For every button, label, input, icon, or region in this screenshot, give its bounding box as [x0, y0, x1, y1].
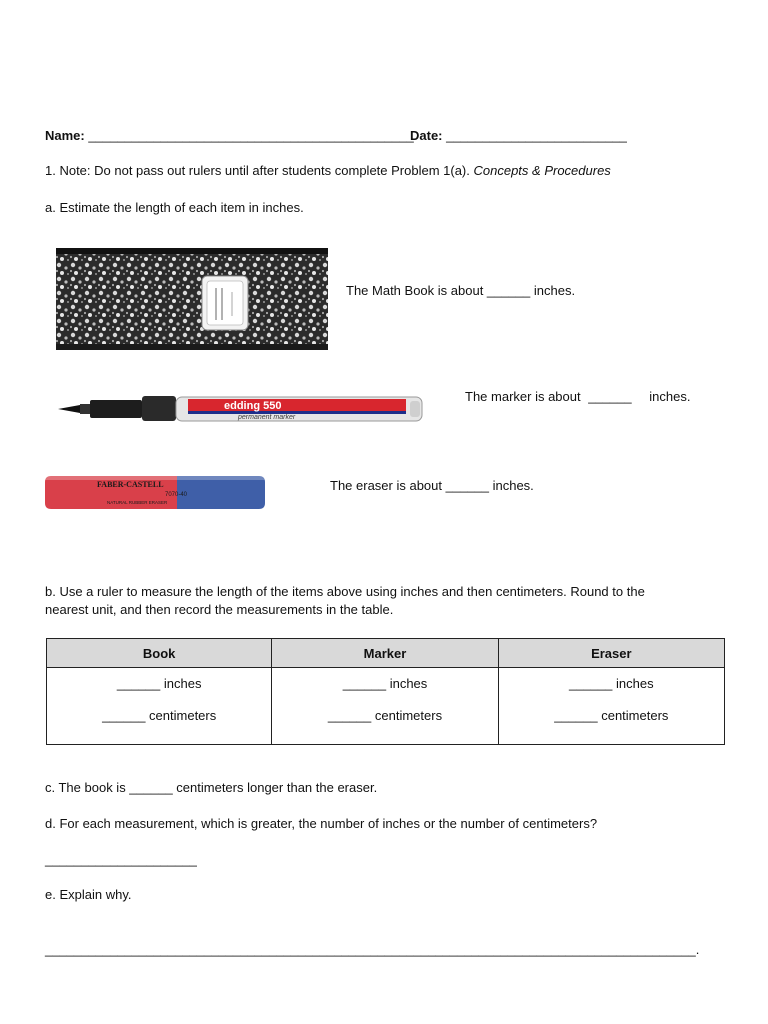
- book-cm-field[interactable]: ______ centimeters: [102, 708, 217, 723]
- part-c-question: c. The book is ______ centimeters longer than the eraser.: [45, 780, 378, 795]
- marker-brand-text: edding 550: [224, 400, 282, 412]
- eraser-graphic: [45, 476, 265, 509]
- part-e-answer-line[interactable]: __________________________________________________________________________________________.: [45, 942, 700, 957]
- composition-book-image: [56, 248, 328, 350]
- eraser-estimate: The eraser is about ______ inches.: [330, 478, 534, 493]
- book-inches-field[interactable]: ______ inches: [116, 676, 202, 691]
- problem-note-text: 1. Note: Do not pass out rulers until after students complete Problem 1(a).: [45, 163, 470, 178]
- date-field[interactable]: _________________________: [446, 128, 627, 143]
- marker-image: [58, 393, 424, 425]
- measurement-table: [46, 638, 725, 745]
- name-row: [45, 128, 414, 143]
- marker-inches-field[interactable]: ______ inches: [342, 676, 428, 691]
- book-estimate: The Math Book is about ______ inches.: [346, 283, 576, 298]
- part-e-question: e. Explain why.: [45, 887, 132, 902]
- part-b-line2: nearest unit, and then record the measurements in the table.: [45, 602, 394, 617]
- eraser-cm-field[interactable]: ______ centimeters: [554, 708, 669, 723]
- header-book: Book: [47, 639, 272, 668]
- date-label: Date:: [410, 128, 443, 143]
- marker-cell: [272, 668, 498, 745]
- eraser-code-text: 7070-40: [165, 492, 188, 498]
- composition-book-graphic: [56, 248, 328, 350]
- name-field[interactable]: _____________________________________________: [88, 128, 414, 143]
- problem-note-tag: Concepts & Procedures: [473, 163, 611, 178]
- marker-graphic: [58, 393, 424, 425]
- marker-cm-field[interactable]: ______ centimeters: [327, 708, 443, 723]
- part-a-instruction: a. Estimate the length of each item in inches.: [45, 200, 304, 215]
- book-cell: [47, 668, 272, 745]
- eraser-cell: [498, 668, 724, 745]
- marker-sub-text: permanent marker: [238, 414, 296, 421]
- header-marker: Marker: [272, 639, 498, 668]
- marker-estimate: [465, 389, 690, 404]
- eraser-sub-text: NATURAL RUBBER ERASER: [107, 500, 168, 505]
- part-d-question: d. For each measurement, which is greater, the number of inches or the number of centimeters?: [45, 816, 598, 831]
- problem-note: [45, 163, 611, 178]
- marker-estimate-pre: The marker is about: [465, 389, 581, 404]
- name-label: Name:: [45, 128, 85, 143]
- eraser-image: [45, 476, 265, 509]
- marker-estimate-post: inches.: [649, 389, 691, 404]
- date-row: [410, 128, 627, 143]
- header-eraser: Eraser: [498, 639, 724, 668]
- table-row: [47, 668, 725, 745]
- part-b-line1: b. Use a ruler to measure the length of the items above using inches and then centimeters. Round to the: [45, 584, 645, 599]
- table-header-row: [47, 639, 725, 668]
- eraser-brand-text: FABER-CASTELL: [97, 480, 164, 489]
- part-d-answer-line[interactable]: _____________________: [45, 852, 197, 867]
- eraser-inches-field[interactable]: ______ inches: [569, 676, 654, 691]
- marker-estimate-blank[interactable]: ______: [588, 389, 632, 404]
